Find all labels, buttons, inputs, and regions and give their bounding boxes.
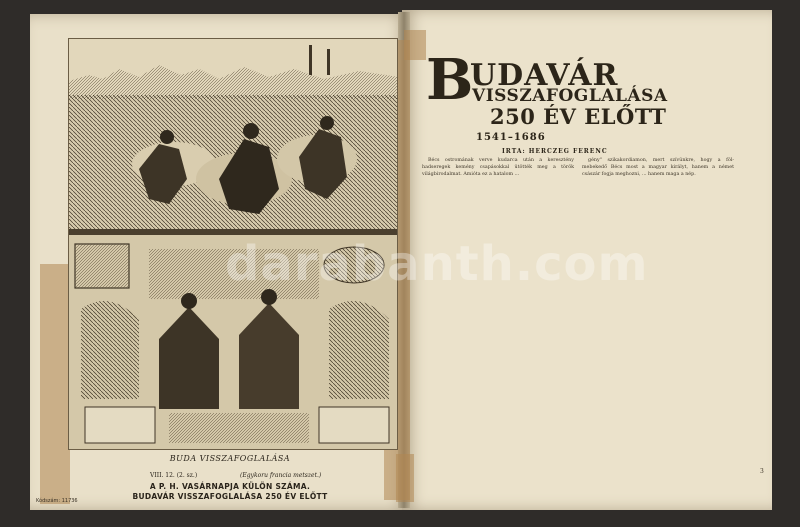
article-column-2 (582, 157, 734, 495)
watermark: darabanth.com (225, 236, 649, 292)
column-2-text: gény" szikakordiamon, mert szívünkre, hogy a föl- mebekedő Bécs most a magyar királyt, hanem a német császár fogja meghozni, ... hanem maga a nép. (582, 158, 734, 178)
title-line2: VISSZAFOGLALÁSA (472, 86, 668, 106)
tape-strip (404, 30, 426, 60)
page-number: 3 (760, 468, 764, 475)
column-1-text: Bécs ostromának verve kudarca után a keresztény hadseregek kemény csapásokkal ütötték meg a török világbirodalmat. Amióta ez a hatalom ... (422, 158, 574, 178)
tape-strip (396, 454, 414, 502)
special-issue-line2: BUDAVÁR VISSZAFOGLALÁSA 250 ÉV ELŐTT (132, 492, 328, 501)
special-issue-line1: A P. H. VASÁRNAPJA KÜLÖN SZÁMA. (149, 482, 311, 491)
title-line3: 250 ÉV ELŐTT (490, 104, 667, 129)
article-author: IRTA: HERCZEG FERENC (502, 148, 608, 155)
engraving-date: VIII. 12. (2. sz.) (150, 472, 198, 479)
engraving-note: (Egykoru francia metszet.) (240, 472, 322, 479)
tape-strip (40, 264, 70, 504)
title-initial: B (426, 47, 474, 113)
engraving-caption-block (80, 440, 380, 500)
article-column-1 (422, 157, 574, 495)
left-page-footer: Kódszám: 11736 (36, 498, 78, 504)
engraving-title: BUDA VISSZAFOGLALÁSA (169, 454, 291, 463)
title-years: 1541–1686 (476, 132, 546, 143)
title-rest: UDAVÁR (470, 58, 619, 93)
